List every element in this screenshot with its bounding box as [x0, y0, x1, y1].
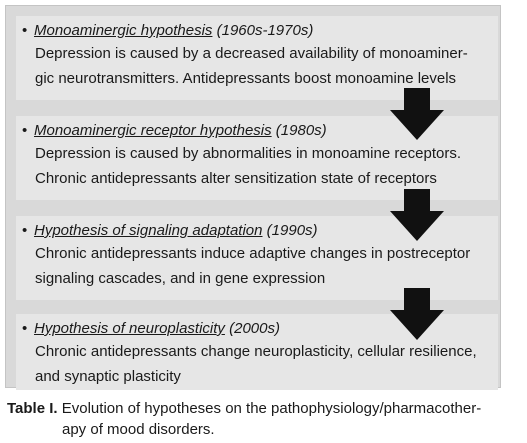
caption-text-continuation: apy of mood disorders.: [62, 421, 215, 438]
hypothesis-heading: [22, 20, 498, 41]
down-arrow-icon: [390, 88, 444, 140]
bullet: •: [22, 22, 28, 39]
bullet: •: [22, 122, 28, 139]
down-arrow-icon: [390, 288, 444, 340]
hypotheses-table: [5, 5, 501, 388]
bullet: •: [22, 222, 28, 239]
caption-line: [7, 398, 522, 419]
hypothesis-years: (2000s): [229, 320, 280, 337]
bullet: •: [22, 320, 28, 337]
hypothesis-description-line: and synaptic plasticity: [35, 368, 181, 385]
table-caption: [7, 398, 522, 440]
down-arrow-icon: [390, 189, 444, 241]
hypothesis-name: Monoaminergic hypothesis: [34, 22, 213, 39]
hypothesis-name: Hypothesis of signaling adaptation: [34, 222, 263, 239]
hypothesis-description-line: Depression is caused by a decreased availability of monoaminer-: [35, 45, 468, 62]
hypothesis-description-line: Chronic antidepressants change neuroplasticity, cellular resilience,: [35, 343, 477, 360]
hypothesis-years: (1960s-1970s): [216, 22, 314, 39]
hypothesis-description-line: Chronic antidepressants induce adaptive changes in postreceptor: [35, 245, 471, 262]
caption-text: Evolution of hypotheses on the pathophysiology/pharmacother-: [61, 400, 482, 417]
caption-label: Table I.: [7, 400, 58, 417]
hypothesis-description-line: Depression is caused by abnormalities in monoamine receptors.: [35, 145, 462, 162]
hypothesis-description-line: signaling cascades, and in gene expression: [35, 270, 326, 287]
hypothesis-name: Monoaminergic receptor hypothesis: [34, 122, 272, 139]
hypothesis-years: (1990s): [266, 222, 318, 239]
hypothesis-name: Hypothesis of neuroplasticity: [34, 320, 225, 337]
hypothesis-years: (1980s): [275, 122, 327, 139]
hypothesis-description-line: Chronic antidepressants alter sensitization state of receptors: [35, 170, 437, 187]
hypothesis-description-line: gic neurotransmitters. Antidepressants boost monoamine levels: [35, 70, 457, 87]
